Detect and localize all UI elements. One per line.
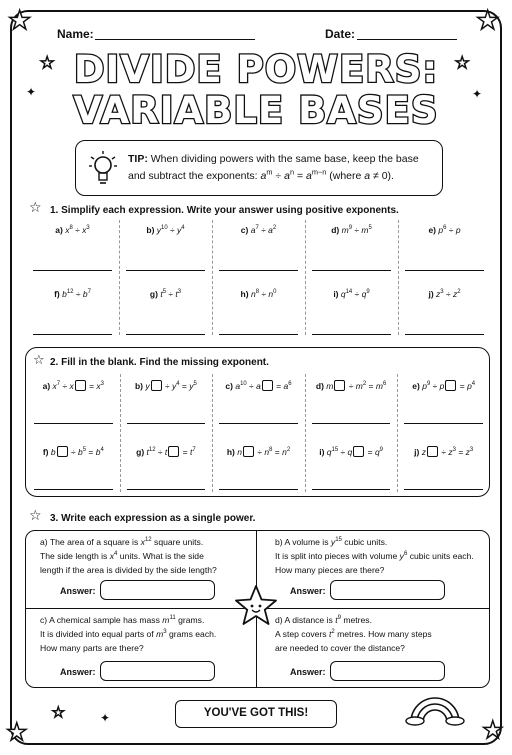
answer-line[interactable] — [219, 423, 298, 424]
star-icon: ☆ — [29, 508, 42, 524]
tip-box — [75, 140, 443, 196]
simplify-item-h — [212, 283, 305, 335]
item-expression: $a^{10} \div a = a^6$ — [235, 381, 292, 391]
answer-line[interactable] — [219, 270, 298, 271]
item-expression: $q^{15} \div q = q^9$ — [326, 447, 383, 457]
answer-line[interactable] — [33, 334, 112, 335]
section2-title: 2. Fill in the blank. Find the missing exponent. — [50, 357, 269, 368]
answer-line[interactable] — [33, 270, 112, 271]
item-label: e) — [428, 225, 436, 235]
answer-label-b: Answer: — [290, 586, 326, 596]
answer-box-b[interactable] — [330, 580, 445, 600]
star-icon: ✦ — [472, 87, 483, 101]
item-expression: $x^8 \div x^3$ — [65, 225, 90, 235]
column-divider — [119, 220, 120, 335]
answer-label-d: Answer: — [290, 667, 326, 677]
answer-line[interactable] — [219, 334, 298, 335]
item-label: e) — [412, 381, 420, 391]
answer-label-c: Answer: — [60, 667, 96, 677]
item-label: a) — [42, 381, 51, 391]
tip-text — [128, 151, 438, 185]
fill-blank-item-f — [27, 440, 120, 490]
fill-blank-item-c — [212, 374, 305, 424]
encouragement-banner: YOU'VE GOT THIS! — [175, 700, 337, 728]
item-label: d) — [315, 381, 324, 391]
simplify-item-d — [305, 219, 398, 271]
date-label: Date: — [325, 27, 356, 41]
star-icon: ★ — [476, 6, 500, 36]
fill-blank-item-d — [305, 374, 398, 424]
column-divider — [397, 374, 398, 492]
item-label: d) — [331, 225, 340, 235]
star-icon: ✦ — [100, 711, 111, 725]
item-expression: $m \div m^2 = m^6$ — [326, 381, 387, 391]
star-icon: ★ — [482, 716, 504, 744]
simplify-item-j — [398, 283, 491, 335]
simplify-item-b — [119, 219, 212, 271]
item-expression: $b \div b^5 = b^4$ — [50, 447, 104, 457]
name-field[interactable] — [95, 39, 255, 40]
column-divider — [120, 374, 121, 492]
item-label: h) — [226, 447, 235, 457]
item-expression: $n \div n^8 = n^2$ — [237, 447, 291, 457]
item-label: i) — [333, 289, 339, 299]
worksheet-title-line2: VARIABLE BASES — [73, 89, 439, 132]
column-divider — [398, 220, 399, 335]
fill-blank-item-j — [397, 440, 490, 490]
item-label: c) — [240, 225, 249, 235]
answer-box-c[interactable] — [100, 661, 215, 681]
item-label: i) — [319, 447, 325, 457]
answer-line[interactable] — [405, 334, 484, 335]
answer-line[interactable] — [34, 423, 113, 424]
star-icon: ★ — [6, 718, 28, 746]
item-label: a) — [55, 225, 63, 235]
section3-title: 3. Write each expression as a single power. — [50, 513, 256, 524]
simplify-item-c — [212, 219, 305, 271]
item-label: f) — [54, 289, 60, 299]
fill-blank-item-g — [120, 440, 213, 490]
date-field[interactable] — [357, 39, 457, 40]
smiling-star-icon — [233, 583, 279, 629]
answer-label-a: Answer: — [60, 586, 96, 596]
item-label: c) — [225, 381, 233, 391]
star-icon: ★ — [52, 705, 65, 721]
star-icon: ★ — [455, 53, 470, 72]
answer-line[interactable] — [126, 270, 205, 271]
item-expression: $y \div y^4 = y^5$ — [145, 381, 197, 391]
section1-title: 1. Simplify each expression. Write your answer using positive exponents. — [50, 205, 399, 216]
item-expression: $t^{12} \div t = t^7$ — [146, 447, 196, 457]
word-problem-d: d) A distance is $t^9$ metres. A step covers $t^2$ metres. How many steps are needed to cover the distance? — [275, 615, 432, 653]
column-divider — [212, 220, 213, 335]
lightbulb-icon — [88, 149, 118, 187]
star-icon: ☆ — [33, 353, 45, 368]
fill-blank-item-b — [120, 374, 213, 424]
simplify-item-a — [26, 219, 119, 271]
name-label: Name: — [57, 27, 94, 41]
fill-blank-item-e — [397, 374, 490, 424]
item-expression: $q^{14} \div q^9$ — [340, 289, 370, 299]
simplify-item-f — [26, 283, 119, 335]
simplify-item-g — [119, 283, 212, 335]
answer-line[interactable] — [126, 334, 205, 335]
item-label: f) — [42, 447, 49, 457]
fill-blank-item-i — [305, 440, 398, 490]
item-expression: $p^6 \div p$ — [438, 225, 461, 235]
answer-line[interactable] — [312, 423, 391, 424]
answer-line[interactable] — [312, 489, 391, 490]
fill-blank-item-a — [27, 374, 120, 424]
item-expression: $b^{12} \div b^7$ — [62, 289, 91, 299]
fill-blank-item-h — [212, 440, 305, 490]
item-label: g) — [136, 447, 145, 457]
item-expression: $y^{10} \div y^4$ — [156, 225, 185, 235]
star-icon: ☆ — [29, 200, 42, 216]
item-expression: $z^3 \div z^2$ — [436, 289, 461, 299]
item-expression: $t^5 \div t^3$ — [160, 289, 182, 299]
answer-line[interactable] — [312, 334, 391, 335]
simplify-item-i — [305, 283, 398, 335]
word-problem-b: b) A volume is $y^{15}$ cubic units. It is split into pieces with volume $y^6$ cubic units each. How many pieces are there? — [275, 537, 474, 575]
star-icon: ✦ — [26, 85, 37, 99]
tip-label: TIP: — [128, 153, 148, 165]
word-problem-c: c) A chemical sample has mass $m^{11}$ grams. It is divided into equal parts of $m^3$ grams each. How many parts are there? — [40, 615, 217, 653]
word-problem-a: a) The area of a square is $x^{12}$ square units. The side length is $x^4$ units. What is the side length if the area is divided by the side length? — [40, 537, 217, 575]
answer-line[interactable] — [219, 489, 298, 490]
answer-line[interactable] — [405, 270, 484, 271]
item-expression: $n^8 \div n^0$ — [250, 289, 277, 299]
item-expression: $z \div z^3 = z^3$ — [421, 447, 474, 457]
answer-line[interactable] — [404, 423, 483, 424]
answer-line[interactable] — [34, 489, 113, 490]
star-icon: ★ — [8, 6, 32, 36]
item-label: b) — [134, 381, 143, 391]
rainbow-icon — [405, 690, 465, 726]
item-expression: $m^9 \div m^5$ — [341, 225, 372, 235]
answer-box-a[interactable] — [100, 580, 215, 600]
item-label: j) — [428, 289, 434, 299]
item-expression: $p^9 \div p = p^4$ — [422, 381, 476, 391]
answer-box-d[interactable] — [330, 661, 445, 681]
item-label: g) — [149, 289, 158, 299]
answer-line[interactable] — [127, 489, 206, 490]
worksheet-title-line1: DIVIDE POWERS: — [73, 48, 439, 91]
item-label: b) — [146, 225, 155, 235]
column-divider — [212, 374, 213, 492]
column-divider — [305, 374, 306, 492]
item-label: j) — [414, 447, 420, 457]
answer-line[interactable] — [312, 270, 391, 271]
item-expression: $a^7 \div a^2$ — [250, 225, 277, 235]
item-expression: $x^7 \div x = x^3$ — [52, 381, 104, 391]
answer-line[interactable] — [404, 489, 483, 490]
answer-line[interactable] — [127, 423, 206, 424]
item-label: h) — [240, 289, 249, 299]
simplify-item-e — [398, 219, 491, 271]
tip-body: When dividing powers with the same base, keep the base and subtract the exponents: $a^m \div a^n = a^{m-n}$ (where a ≠ 0). — [128, 153, 419, 182]
column-divider — [305, 220, 306, 335]
star-icon: ★ — [40, 53, 55, 72]
